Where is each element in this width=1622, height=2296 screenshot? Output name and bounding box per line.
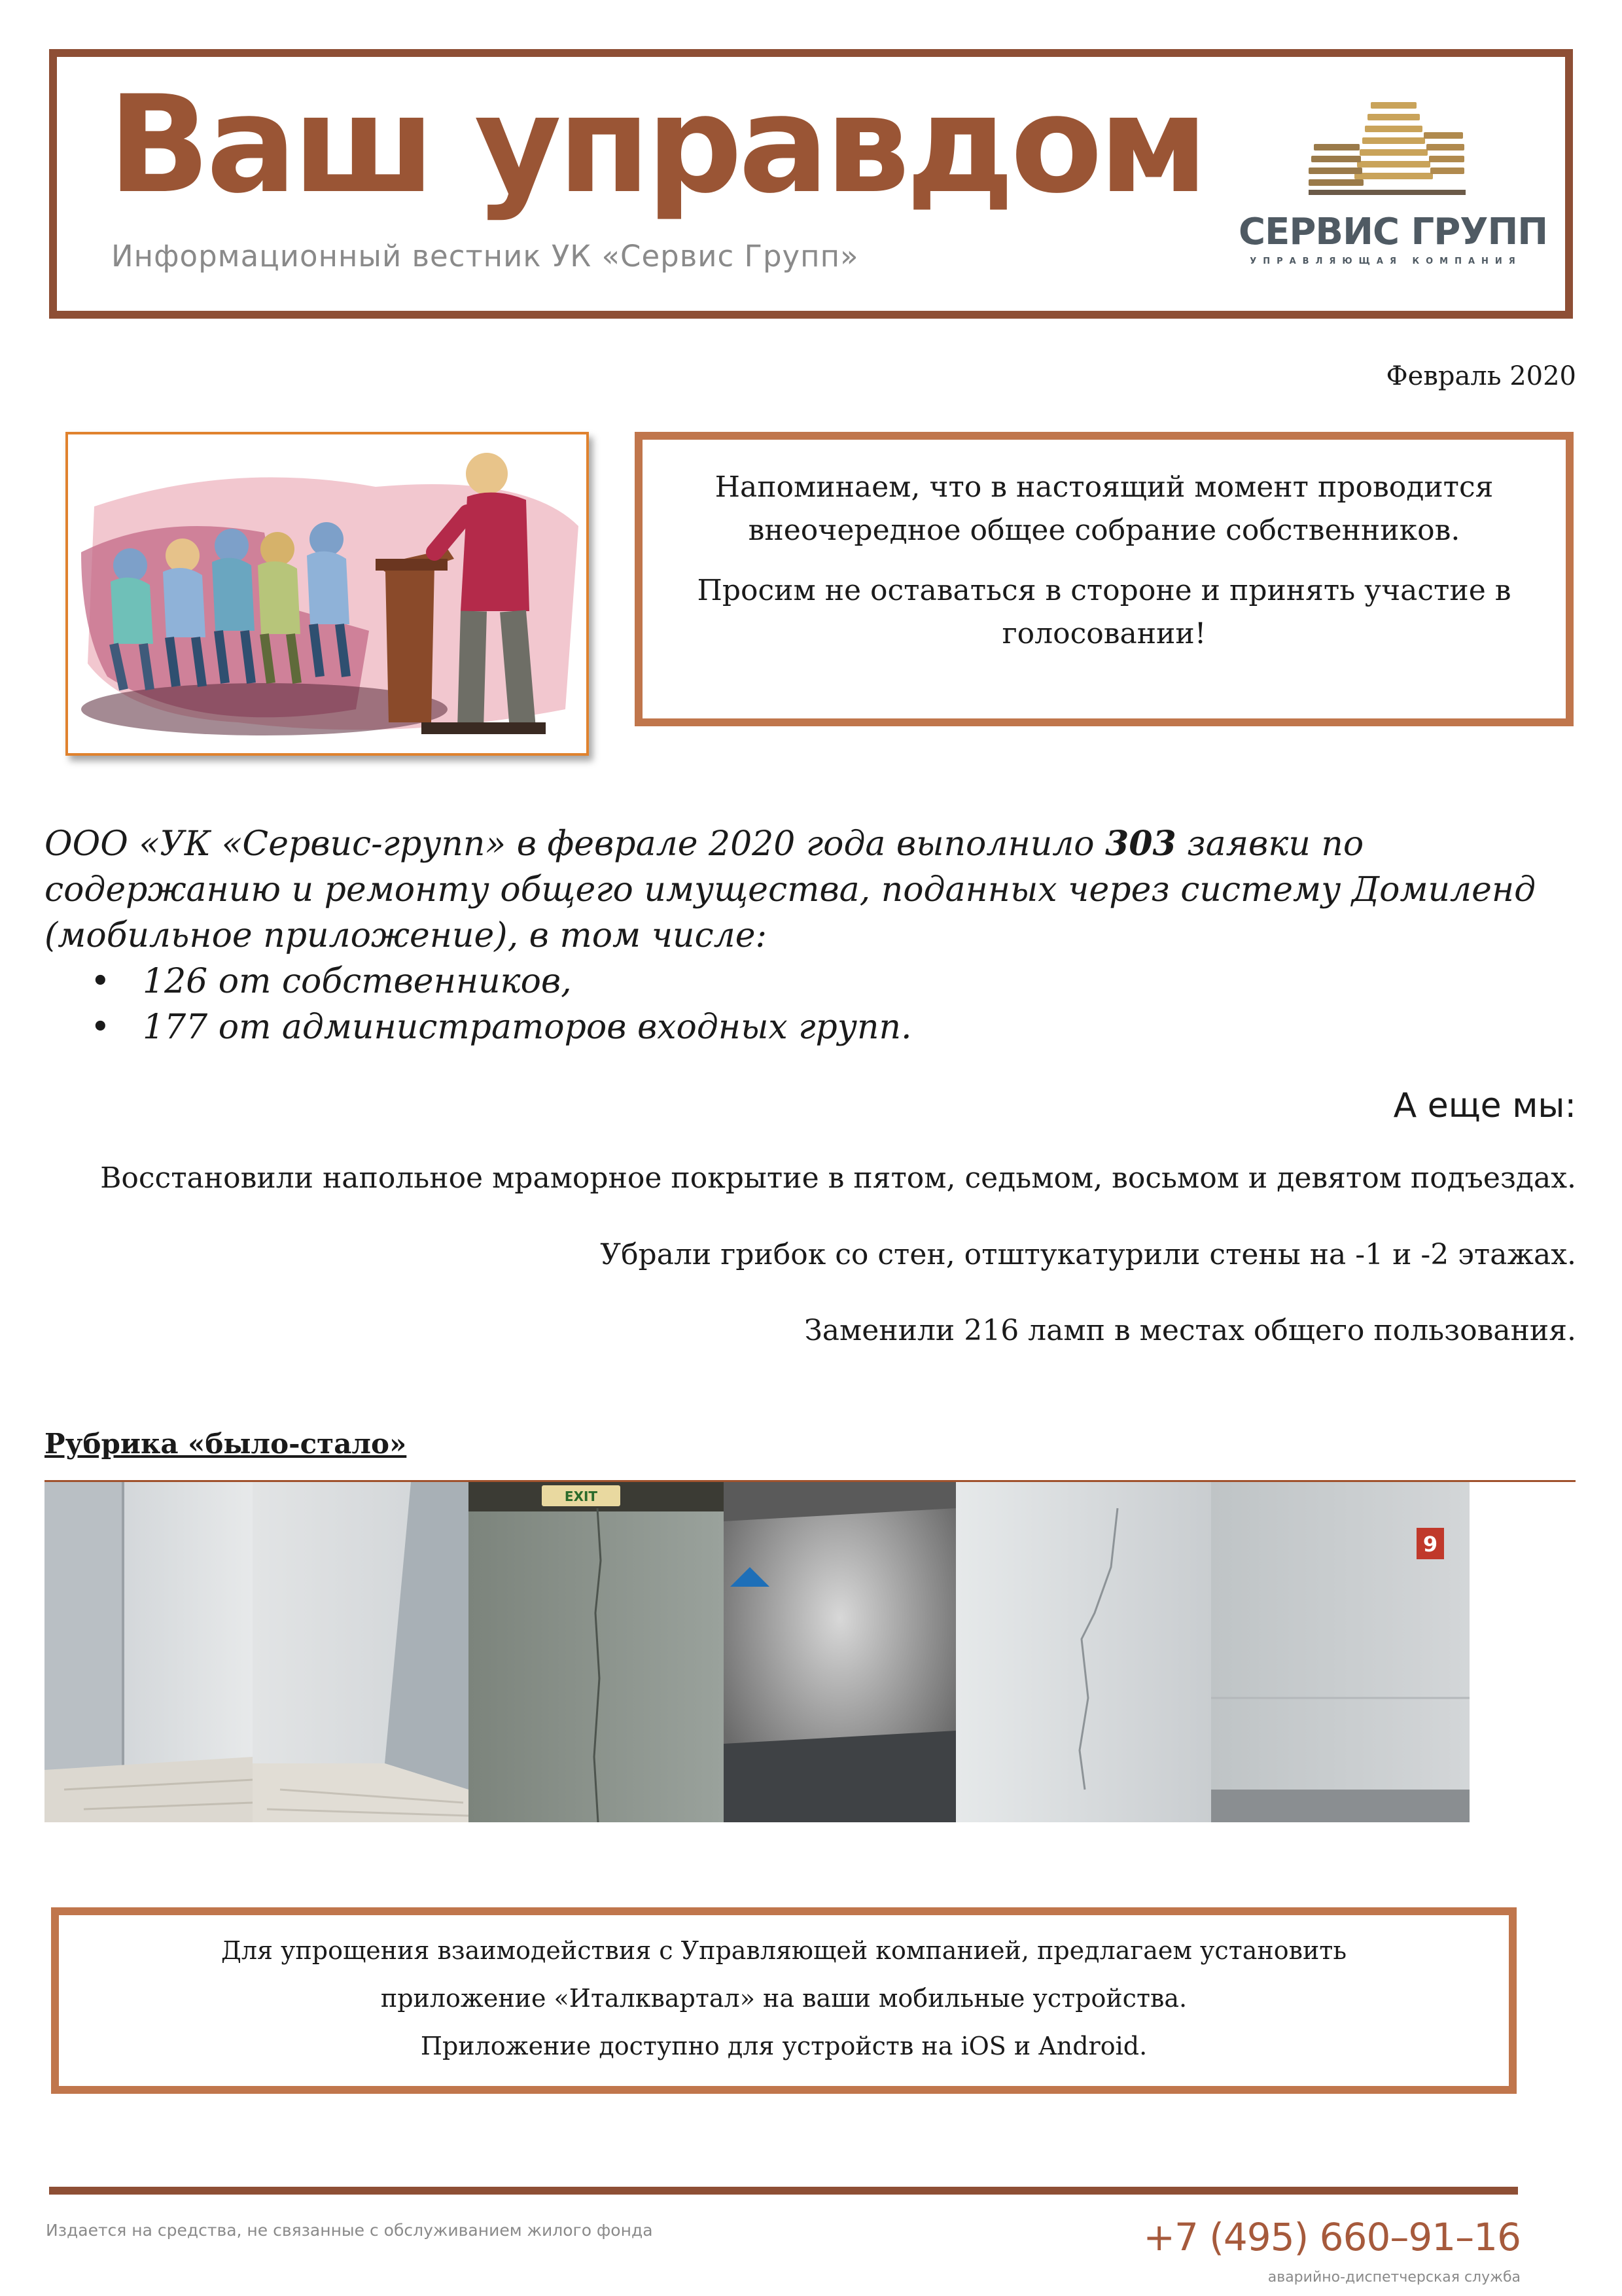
app-promo-line: Приложение доступно для устройств на iOS и Android. xyxy=(420,2032,1148,2060)
list-item: • 126 от собственников, xyxy=(143,959,1576,1004)
achievements-heading: А еще мы: xyxy=(1393,1086,1576,1125)
before-photo xyxy=(44,1482,253,1822)
before-photo xyxy=(956,1482,1211,1822)
requests-summary xyxy=(44,821,1576,1050)
before-photo xyxy=(468,1482,724,1822)
after-photo xyxy=(253,1482,468,1822)
company-logo-name: СЕРВИС ГРУПП xyxy=(1239,211,1548,253)
floor-number-label: 9 xyxy=(1422,1532,1438,1557)
notice-text xyxy=(674,466,1534,673)
achievement-item: Восстановили напольное мраморное покрытие в пятом, седьмом, восьмом и девятом подъездах. xyxy=(100,1161,1576,1195)
list-item: • 177 от администраторов входных групп. xyxy=(143,1004,1576,1050)
meeting-illustration xyxy=(65,432,589,756)
emergency-phone: +7 (495) 660–91–16 xyxy=(1143,2215,1521,2259)
achievement-item: Заменили 216 ламп в местах общего пользования. xyxy=(804,1314,1576,1347)
notice-paragraph: Просим не оставаться в стороне и принять участие в голосовании! xyxy=(697,574,1511,650)
app-promo-line: приложение «Италквартал» на ваши мобильные устройства. xyxy=(380,1984,1188,2013)
app-promo-line: Для упрощения взаимодействия с Управляющей компанией, предлагаем установить xyxy=(220,1936,1347,1965)
newsletter-title: Ваш управдом xyxy=(108,67,1205,223)
app-promo-text xyxy=(51,1927,1517,2070)
before-after-heading: Рубрика «было-стало» xyxy=(44,1428,407,1460)
requests-total: 303 xyxy=(1105,824,1176,864)
footer-divider xyxy=(49,2187,1518,2195)
newsletter-subtitle: Информационный вестник УК «Сервис Групп» xyxy=(111,239,859,274)
after-photo xyxy=(724,1482,956,1822)
issue-date: Февраль 2020 xyxy=(1386,361,1576,391)
emergency-service-label: аварийно-диспетчерская служба xyxy=(1267,2269,1521,2286)
requests-breakdown-list xyxy=(44,959,1576,1050)
exit-sign-label: EXIT xyxy=(564,1489,598,1504)
requests-intro xyxy=(44,821,1576,959)
achievement-item: Убрали грибок со стен, отштукатурили стены на -1 и -2 этажах. xyxy=(600,1238,1576,1271)
notice-paragraph: Напоминаем, что в настоящий момент проводится внеочередное общее собрание собственников. xyxy=(714,470,1494,547)
before-after-photos xyxy=(44,1482,1484,1822)
requests-intro-before: ООО «УК «Сервис-групп» в феврале 2020 года выполнило xyxy=(44,824,1106,864)
company-logo-icon xyxy=(1309,98,1466,206)
after-photo xyxy=(1211,1482,1470,1822)
funding-note: Издается на средства, не связанные с обслуживанием жилого фонда xyxy=(46,2221,653,2240)
requests-intro-after: заявки по содержанию и ремонту общего имущества, поданных через систему Домиленд (мобильное приложение), в том числе: xyxy=(44,824,1536,955)
company-logo-tagline: УПРАВЛЯЮЩАЯ КОМПАНИЯ xyxy=(1250,256,1522,266)
